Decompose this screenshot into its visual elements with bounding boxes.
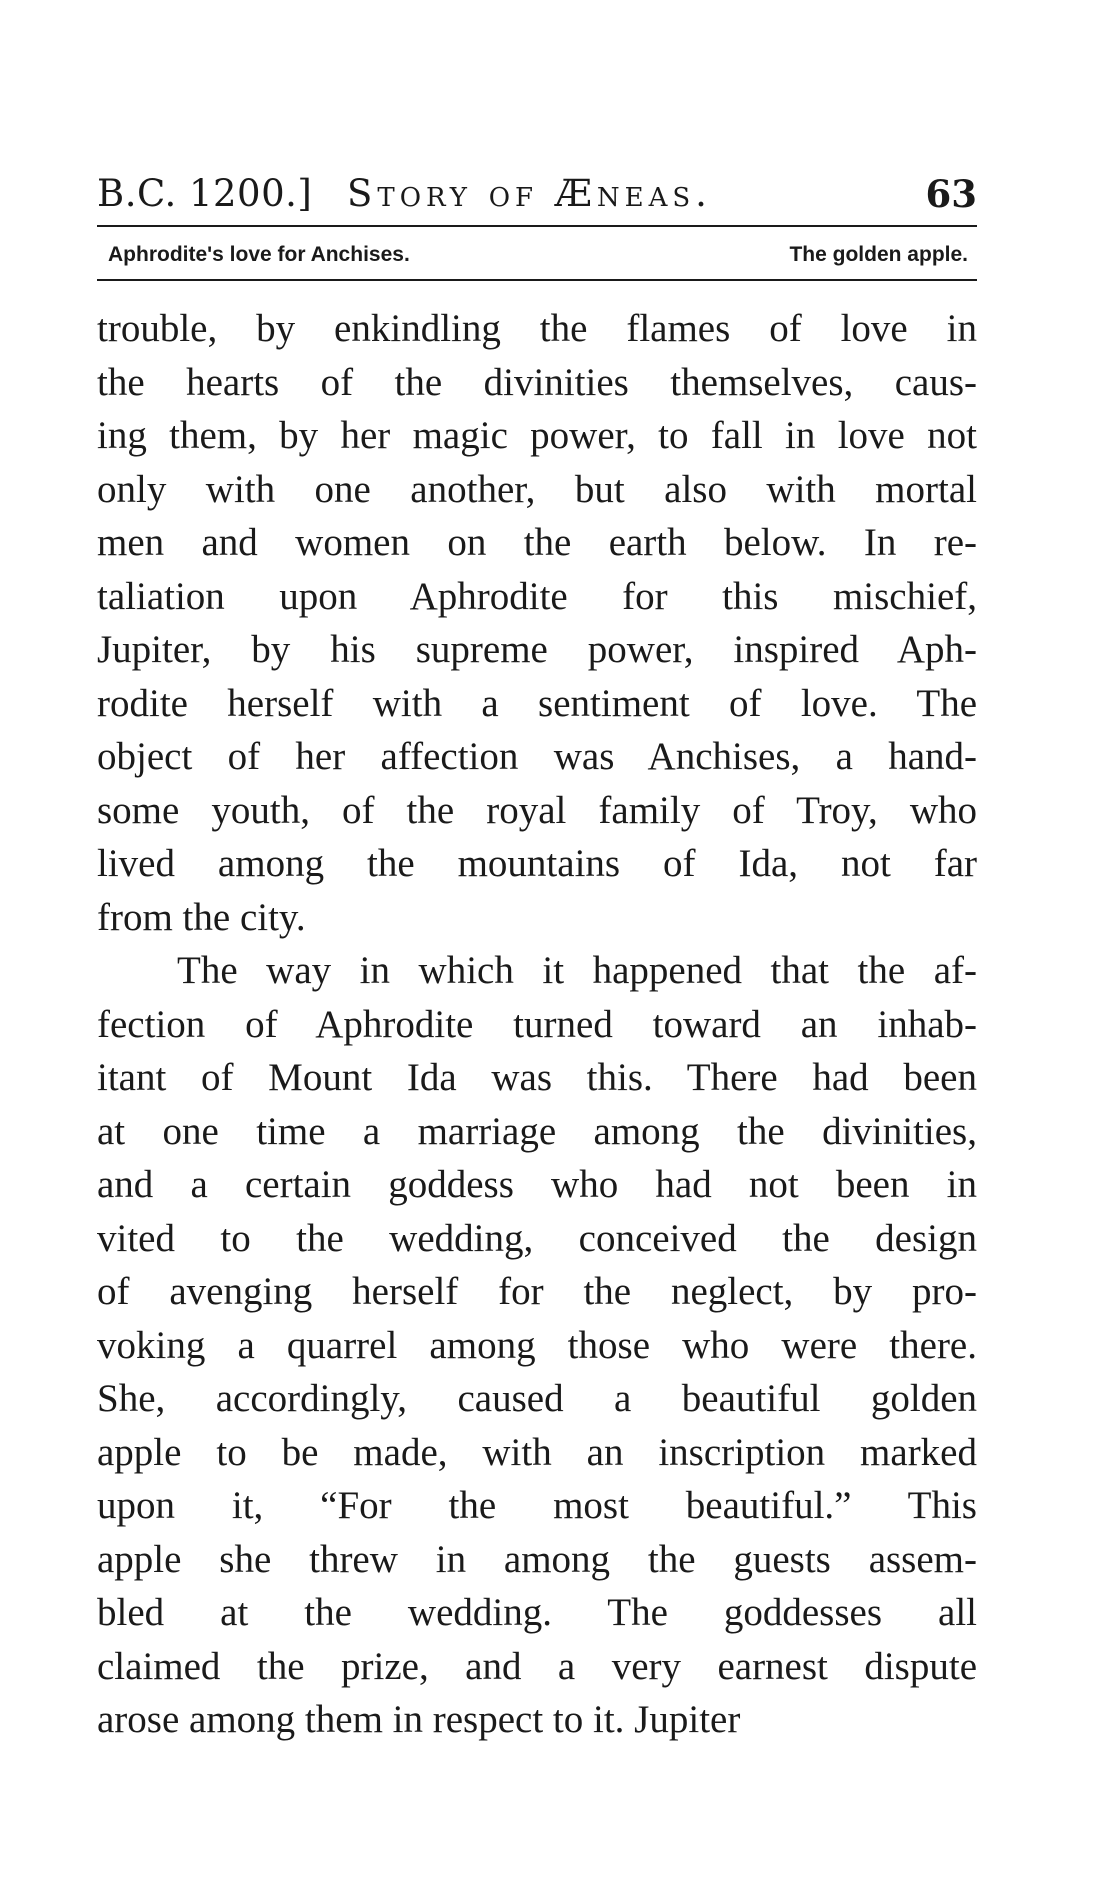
text-line: the hearts of the divinities themselves, caus- [97,360,977,404]
text-line: voking a quarrel among those who were there. [97,1323,977,1367]
text-line: fection of Aphrodite turned toward an inhab- [97,1002,977,1046]
text-line: men and women on the earth below. In re- [97,521,977,564]
header-rule-bottom [97,279,977,281]
subheader-left-topic: Aphrodite's love for Anchises. [108,243,410,266]
text-line: only with one another, but also with mortal [97,467,977,511]
text-line: object of her affection was Anchises, a hand- [97,735,977,778]
page-number: 63 [925,172,977,216]
text-line: arose among them in respect to it. Jupiter [97,1698,741,1741]
text-line: She, accordingly, caused a beautiful golden [97,1377,977,1420]
text-line: claimed the prize, and a very earnest dispute [97,1644,977,1688]
text-line: Jupiter, by his supreme power, inspired Aph- [97,628,977,671]
text-line: from the city. [97,895,306,939]
text-line: lived among the mountains of Ida, not far [97,842,977,885]
text-line: rodite herself with a sentiment of love. The [97,681,977,725]
text-line: vited to the wedding, conceived the design [97,1216,977,1260]
header-title: Story of Æneas. [347,172,712,215]
body-text [97,302,977,1747]
running-subheader [108,241,968,277]
text-line: apple to be made, with an inscription marked [97,1430,977,1474]
text-line: of avenging herself for the neglect, by pro- [97,1270,977,1313]
header-rule-top [97,225,977,227]
subheader-right-topic: The golden apple. [789,243,968,266]
text-line: and a certain goddess who had not been in [97,1163,977,1206]
text-line: upon it, “For the most beautiful.” This [97,1484,977,1527]
running-header [97,150,977,228]
header-date: B.C. 1200.] [97,172,313,215]
text-line: ing them, by her magic power, to fall in love not [97,414,977,457]
text-line: at one time a marriage among the divinities, [97,1109,977,1153]
text-line: apple she threw in among the guests assem- [97,1537,977,1581]
text-line: itant of Mount Ida was this. There had been [97,1056,977,1099]
text-line: taliation upon Aphrodite for this mischief, [97,574,977,618]
text-line: some youth, of the royal family of Troy, who [97,788,977,832]
text-line: bled at the wedding. The goddesses all [97,1591,977,1634]
text-line: The way in which it happened that the af- [177,949,977,992]
text-line: trouble, by enkindling the flames of love in [97,307,977,350]
